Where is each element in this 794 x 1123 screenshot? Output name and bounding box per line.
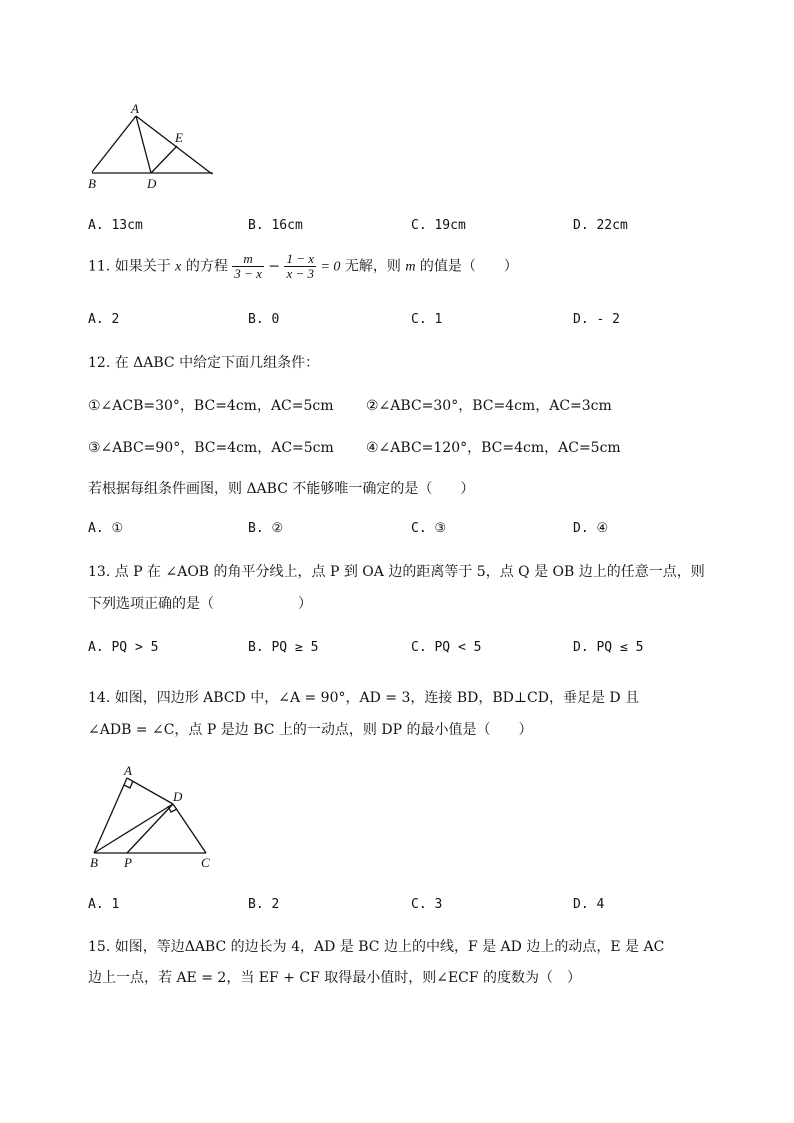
- q11-var-m: m: [405, 259, 416, 275]
- q11-suffix-a: 无解，则: [344, 258, 401, 275]
- label-e: E: [175, 130, 183, 145]
- q14-option-a[interactable]: A. 1: [88, 897, 120, 912]
- q12-stem: 12. 在 ΔABC 中给定下面几组条件：: [88, 355, 320, 371]
- q11-frac2-num: 1 − x: [286, 251, 315, 266]
- q14-option-d[interactable]: D. 4: [573, 897, 605, 912]
- label-d: D: [173, 789, 183, 804]
- q12-condition-4: ④∠ABC=120°，BC=4cm，AC=5cm: [366, 440, 621, 456]
- label-p: P: [124, 855, 132, 870]
- q12-condition-1: ①∠ACB=30°，BC=4cm，AC=5cm: [88, 398, 334, 414]
- label-a: A: [124, 763, 132, 778]
- q11-option-a[interactable]: A. 2: [88, 312, 120, 327]
- q11-suffix-b: 的值是（ ）: [419, 258, 518, 275]
- q12-condition-2: ②∠ABC=30°，BC=4cm，AC=3cm: [366, 398, 612, 414]
- segment-dc: [173, 804, 206, 853]
- q11-option-d[interactable]: D. - 2: [573, 312, 620, 327]
- q11-fraction-2: [284, 252, 316, 281]
- q12-option-c[interactable]: C. ③: [411, 521, 447, 536]
- label-b: B: [90, 855, 98, 870]
- q12-option-d[interactable]: D. ④: [573, 521, 609, 536]
- question-11: [88, 252, 518, 281]
- label-a: A: [131, 101, 139, 116]
- q11-option-c[interactable]: C. 1: [411, 312, 443, 327]
- q11-prefix: 11. 如果关于: [88, 258, 171, 275]
- q10-option-a[interactable]: A. 13cm: [88, 218, 143, 233]
- q14-line-2: ∠ADB = ∠C，点 P 是边 BC 上的一动点，则 DP 的最小值是（ ）: [88, 722, 533, 738]
- q11-mid: 的方程: [185, 258, 228, 275]
- q11-equals-zero: = 0: [320, 259, 341, 275]
- q13-option-d[interactable]: D. PQ ≤ 5: [573, 640, 644, 655]
- q11-option-b[interactable]: B. 0: [248, 312, 280, 327]
- q13-option-a[interactable]: A. PQ > 5: [88, 640, 159, 655]
- q10-option-c[interactable]: C. 19cm: [411, 218, 466, 233]
- q12-condition-3: ③∠ABC=90°，BC=4cm，AC=5cm: [88, 440, 334, 456]
- label-b: B: [88, 176, 96, 191]
- q15-line-2: 边上一点，若 AE = 2，当 EF + CF 取得最小值时，则∠ECF 的度数为（ ）: [88, 970, 582, 986]
- q11-minus: −: [268, 258, 281, 275]
- q12-question: 若根据每组条件画图，则 ΔABC 不能够唯一确定的是（ ）: [88, 481, 475, 497]
- label-c: C: [201, 855, 210, 870]
- q14-line-1: 14. 如图，四边形 ABCD 中，∠A = 90°，AD = 3，连接 BD，BD⊥CD，垂足是 D 且: [88, 690, 640, 706]
- q14-option-b[interactable]: B. 2: [248, 897, 280, 912]
- segment-ad: [127, 778, 173, 804]
- q13-option-b[interactable]: B. PQ ≥ 5: [248, 640, 319, 655]
- segment-ab: [92, 116, 136, 172]
- figure-triangle-abde: [80, 100, 230, 195]
- q13-option-c[interactable]: C. PQ < 5: [411, 640, 482, 655]
- label-d: D: [147, 176, 157, 191]
- figure-quadrilateral-abcd: [80, 760, 230, 875]
- segment-ac: [136, 116, 212, 174]
- q11-fraction-1: [232, 252, 264, 281]
- q10-option-d[interactable]: D. 22cm: [573, 218, 628, 233]
- q13-line-1: 13. 点 P 在 ∠AOB 的角平分线上，点 P 到 OA 边的距离等于 5，点 Q 是 OB 边上的任意一点，则: [88, 564, 705, 580]
- segment-ad: [136, 116, 151, 173]
- q12-option-a[interactable]: A. ①: [88, 521, 124, 536]
- q13-line-2: 下列选项正确的是（ ）: [88, 596, 312, 612]
- q12-option-b[interactable]: B. ②: [248, 521, 284, 536]
- q11-var-x: x: [175, 259, 182, 275]
- q10-option-b[interactable]: B. 16cm: [248, 218, 303, 233]
- segment-de: [151, 146, 177, 173]
- q11-frac1-num: m: [232, 252, 264, 267]
- q14-option-c[interactable]: C. 3: [411, 897, 443, 912]
- q11-frac2-den: x − 3: [286, 266, 315, 281]
- q15-line-1: 15. 如图，等边ΔABC 的边长为 4，AD 是 BC 边上的中线，F 是 AD 边上的动点，E 是 AC: [88, 939, 665, 955]
- q11-frac1-den: 3 − x: [234, 266, 262, 281]
- segment-ab: [94, 778, 127, 853]
